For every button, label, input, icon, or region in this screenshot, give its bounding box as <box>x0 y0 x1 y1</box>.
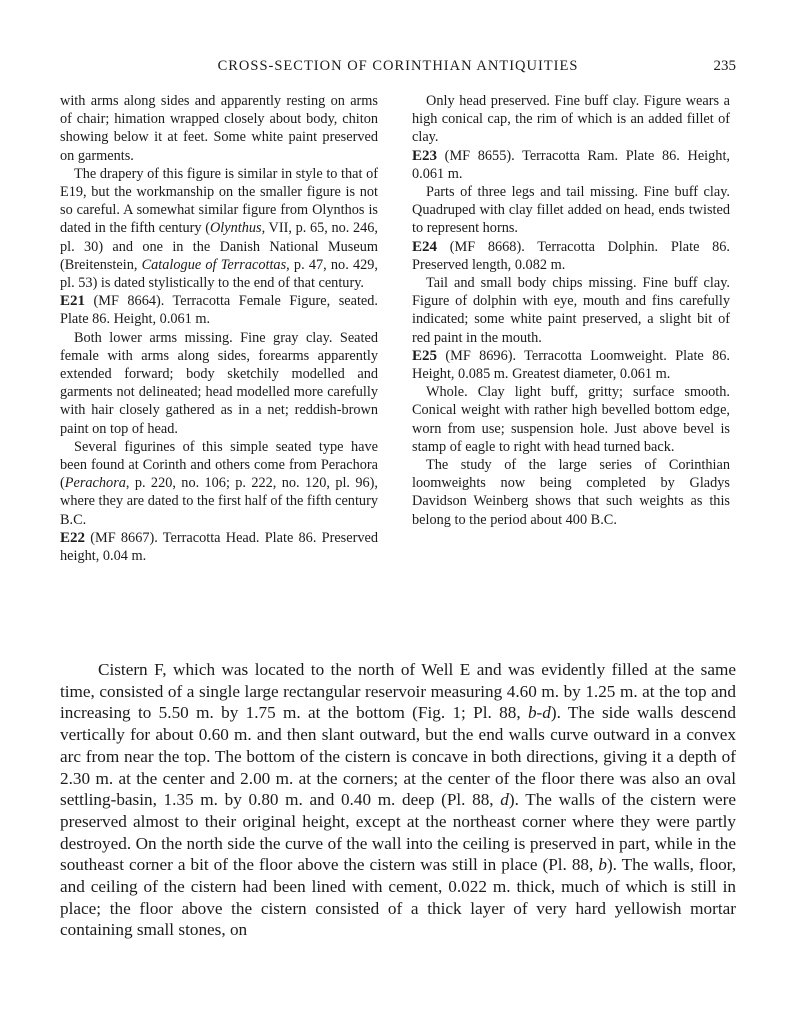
entry-e25-note: The study of the large series of Corinthian loomweights now being completed by Gladys Davidson Weinberg shows that such weights as this belong to the period about 400 B.C. <box>412 457 730 528</box>
entry-e24-body: Tail and small body chips missing. Fine buff clay. Figure of dolphin with eye, mouth and fins carefully indicated; some white paint preserved, a slight bit of red paint in the mouth. <box>412 275 730 346</box>
entry-e25-body: Whole. Clay light buff, gritty; surface smooth. Conical weight with rather high bevelled bottom edge, worn from use; suspension hole. Just above bevel is stamp of eagle to right with head turned back. <box>412 384 730 455</box>
entry-e25-heading: E25 (MF 8696). Terracotta Loomweight. Plate 86. Height, 0.085 m. Greatest diameter, 0.061 m. <box>412 347 730 383</box>
paragraph-e20-comparison: The drapery of this figure is similar in style to that of E19, but the workmanship on the smaller figure is not so careful. A somewhat similar figure from Olynthos is dated in the fifth century (Olynthus, VII, p. 65, no. 246, pl. 30) and one in the Danish National Museum (Breitenstein, Catalogue of Terracottas, p. 47, no. 429, pl. 53) is dated stylistically to the end of that century. <box>60 165 379 292</box>
entry-e22-body: Only head preserved. Fine buff clay. Figure wears a high conical cap, the rim of which is an added fillet of clay. <box>412 93 730 146</box>
entry-e22-heading: E22 (MF 8667). Terracotta Head. Plate 86. Preserved height, 0.04 m. <box>60 529 378 565</box>
entry-e21-heading: E21 (MF 8664). Terracotta Female Figure, seated. Plate 86. Height, 0.061 m. <box>60 293 378 328</box>
entry-e21-body: Both lower arms missing. Fine gray clay. Seated female with arms along sides, forearms apparently extended forward; body sketchily modelled and garments not delineated; head modelled more carefully with hair closely gathered as in a net; reddish-brown paint on top of head. <box>60 329 378 437</box>
right-column <box>412 92 730 529</box>
entry-e23-heading: E23 (MF 8655). Terracotta Ram. Plate 86. Height, 0.061 m. <box>412 147 730 182</box>
page-header <box>60 58 736 80</box>
main-text <box>60 659 736 941</box>
entry-e21-note: Several figurines of this simple seated type have been found at Corinth and others come from Perachora (Perachora, p. 220, no. 106; p. 222, no. 120, pl. 96), where they are dated to the first half of the fifth century B.C. <box>60 438 378 528</box>
entry-e24-heading: E24 (MF 8668). Terracotta Dolphin. Plate 86. Preserved length, 0.082 m. <box>412 238 730 273</box>
left-column <box>60 92 378 565</box>
cistern-f-paragraph: Cistern F, which was located to the north of Well E and was evidently filled at the same time, consisted of a single large rectangular reservoir measuring 4.60 m. by 1.25 m. at the top and increasing to 5.50 m. by 1.75 m. at the bottom (Fig. 1; Pl. 88, b-d). The side walls descend vertically for about 0.60 m. and then slant outward, but the end walls curve outward in a convex arc from near the top. The bottom of the cistern is concave in both directions, giving it a depth of 2.30 m. at the center and 2.00 m. at the corners; at the center of the floor there was also an oval settling-basin, 1.35 m. by 0.80 m. and 0.40 m. deep (Pl. 88, d). The walls of the cistern were preserved almost to their original height, except at the northeast corner where they were partly destroyed. On the north side the curve of the wall into the ceiling is preserved in part, while in the southeast corner a bit of the floor above the cistern was still in place (Pl. 88, b). The walls, floor, and ceiling of the cistern had been lined with cement, 0.022 m. thick, much of which is still in place; the floor above the cistern consisted of a thick layer of very hard yellowish mortar containing small stones, on <box>60 660 736 940</box>
page-number: 235 <box>713 58 736 74</box>
entry-e23-body: Parts of three legs and tail missing. Fine buff clay. Quadruped with clay fillet added on head, ends twisted to represent horns. <box>412 184 730 237</box>
running-head: CROSS-SECTION OF CORINTHIAN ANTIQUITIES <box>217 58 579 74</box>
paragraph-e20-continued: with arms along sides and apparently resting on arms of chair; himation wrapped closely about body, chiton showing below it at feet. Some white paint preserved on garments. <box>60 93 378 164</box>
